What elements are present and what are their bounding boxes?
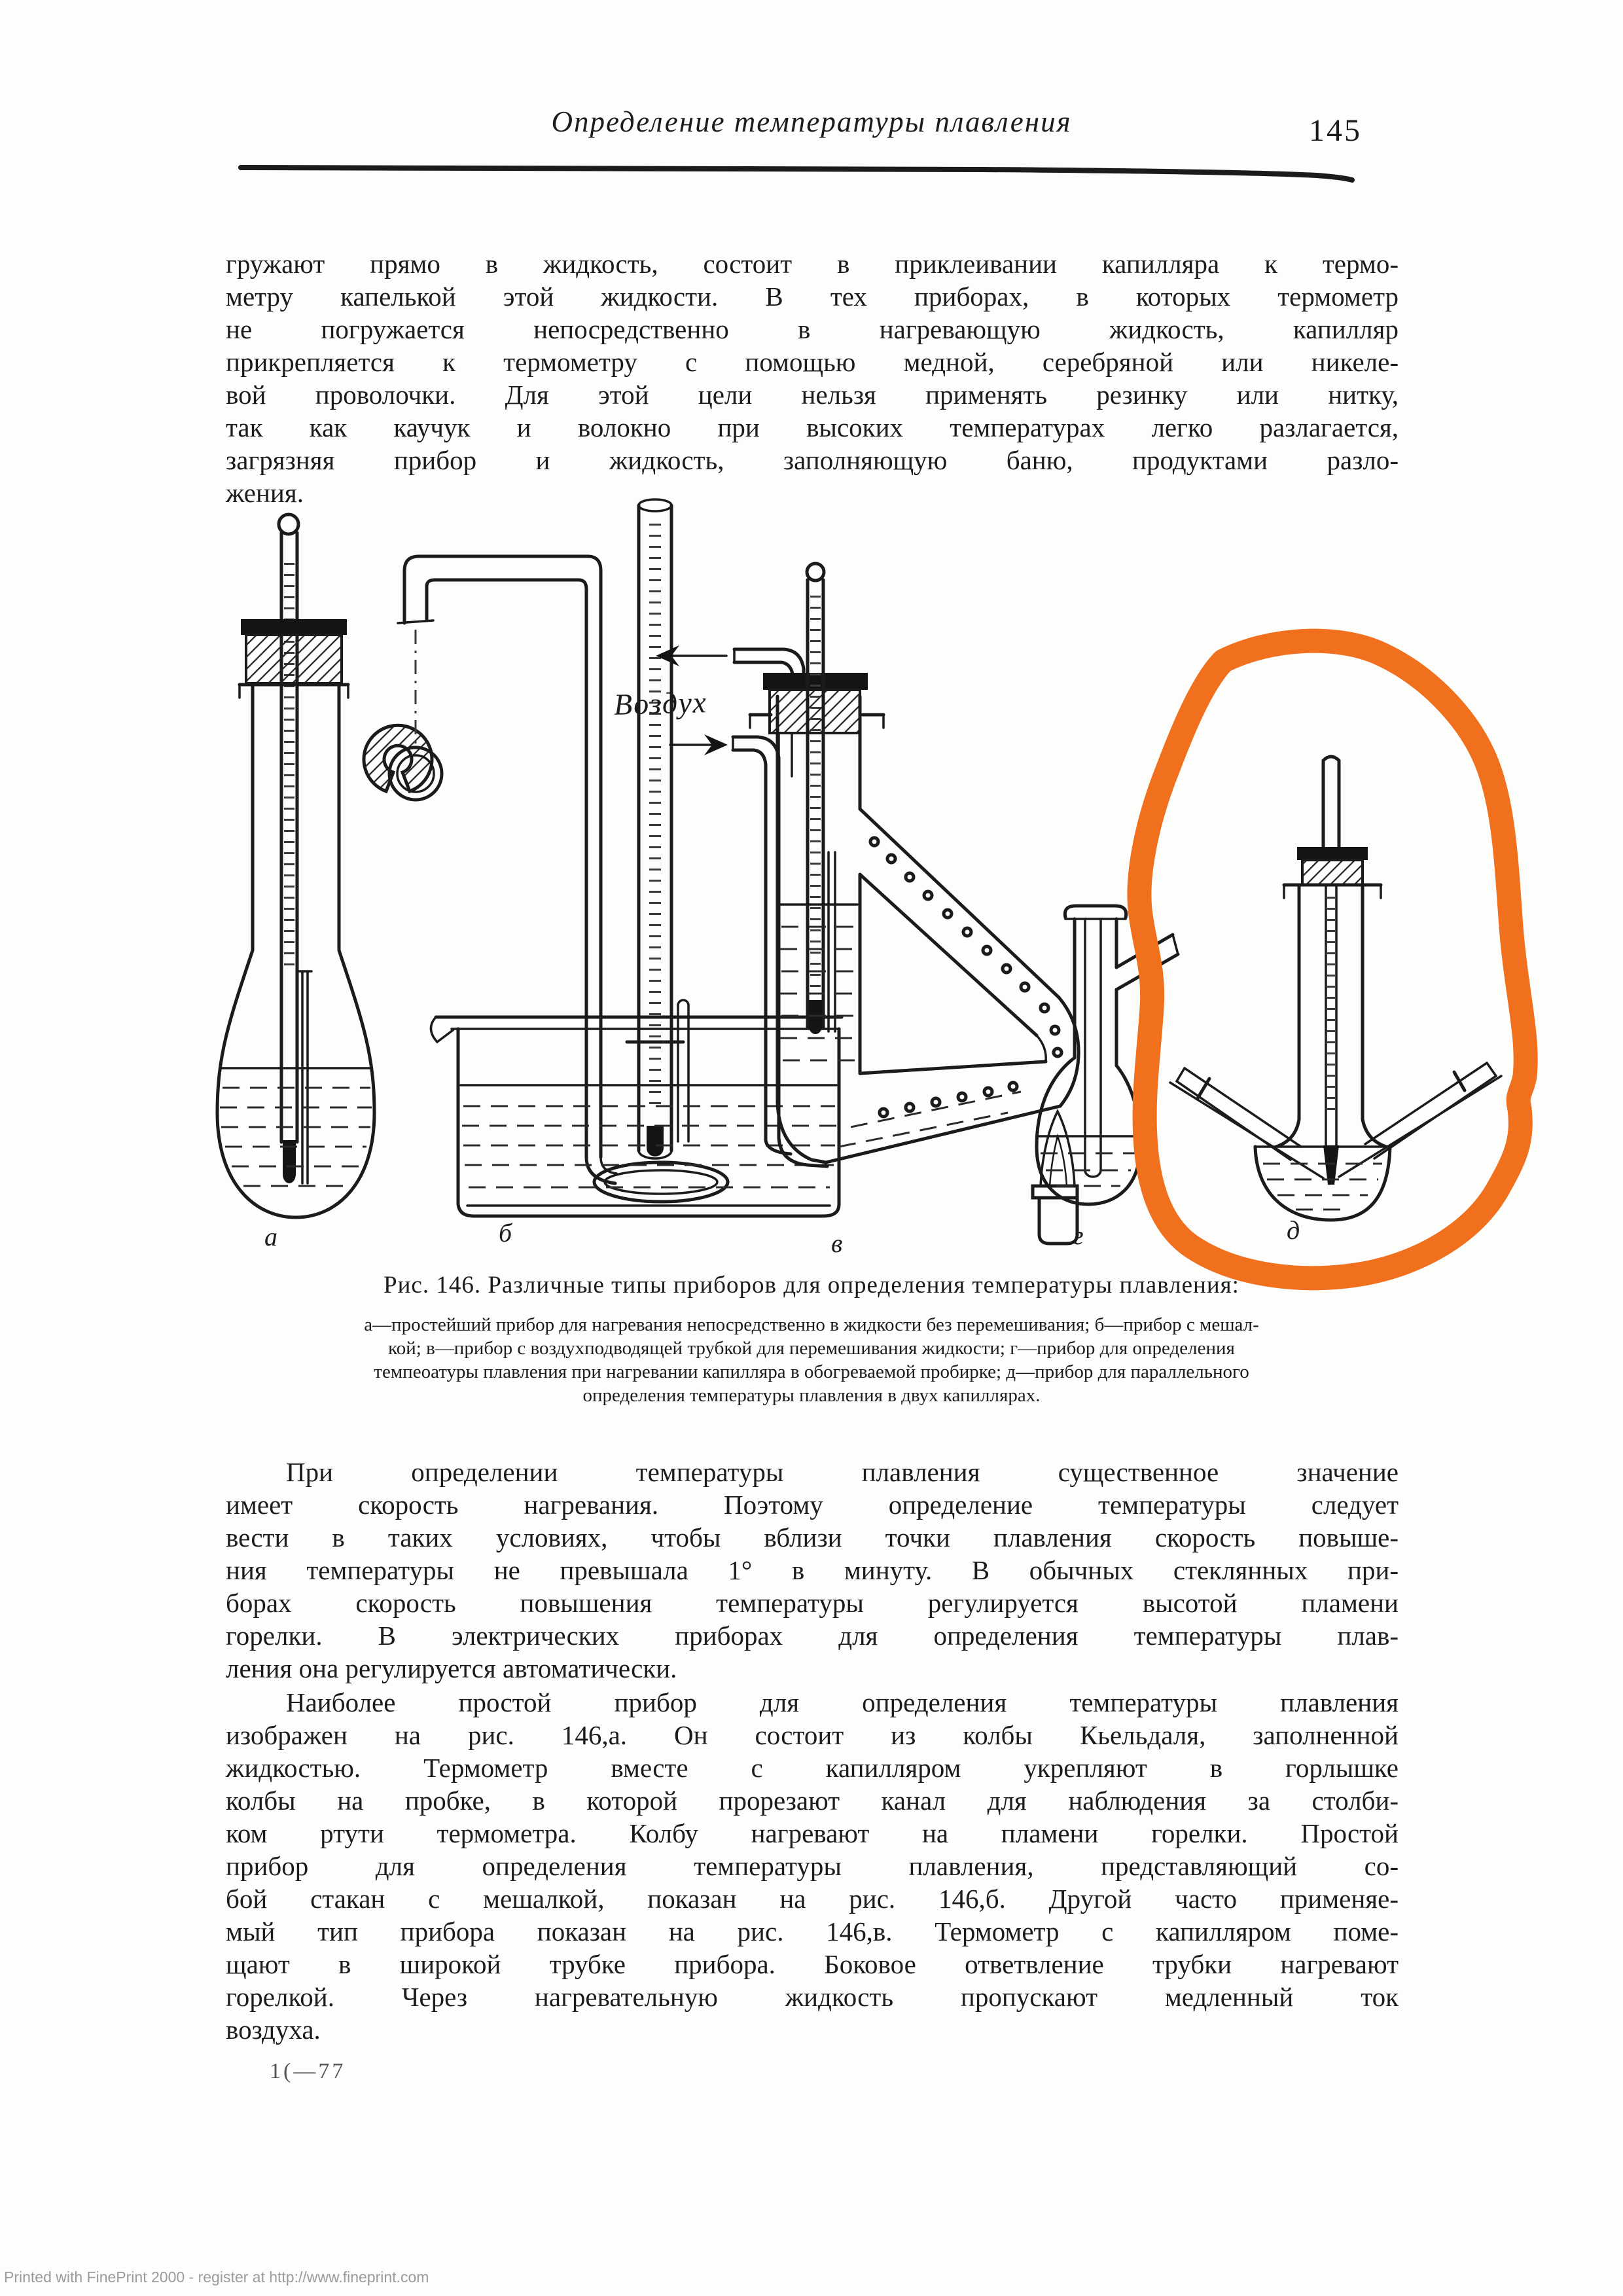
subcaption-line: определения температуры плавления в двух капиллярах.: [582, 1385, 1041, 1406]
figure-label-v: в: [831, 1229, 843, 1258]
air-flow-label: Воздух: [613, 685, 708, 721]
text-line: гружают прямо в жидкость, состоит в приклеивании капилляра к термо-: [226, 249, 1399, 279]
text-line: прибор для определения температуры плавления, представляющий со-: [226, 1851, 1399, 1881]
apparatus-b-beaker-stirrer: [389, 499, 842, 1216]
text-line: бой стакан с мешалкой, показан на рис. 146,б. Другой часто применяе-: [226, 1884, 1399, 1914]
text-line: загрязняя прибор и жидкость, заполняющую баню, продуктами разло-: [226, 445, 1399, 475]
text-line: изображен на рис. 146,а. Он состоит из колбы Кьельдаля, заполненной: [226, 1720, 1399, 1750]
subcaption-line: темпеоатуры плавления при нагревании капилляра в обогреваемой пробирке; д—прибор для параллельного: [374, 1361, 1249, 1382]
figure-label-a: а: [264, 1222, 277, 1251]
text-line: щают в широкой трубке прибора. Боковое ответвление трубки нагревают: [226, 1949, 1399, 1979]
subcaption-line: кой; в—прибор с воздухподводящей трубкой для перемешивания жидкости; г—прибор для определения: [388, 1338, 1235, 1359]
apparatus-v-air-tube: [656, 564, 1079, 1244]
text-line: жидкостью. Термометр вместе с капилляром укрепляют в горлышке: [226, 1753, 1399, 1783]
text-line: вой проволочки. Для этой цели нельзя применять резинку или нитку,: [226, 380, 1399, 410]
apparatus-a-kjeldahl-flask: [217, 514, 374, 1217]
text-line: Наиболее простой прибор для определения температуры плавления: [286, 1687, 1399, 1717]
paragraph-3: [226, 1686, 1399, 2046]
text-line: так как каучук и волокно при высоких температурах легко разлагается,: [226, 412, 1399, 442]
figure-label-d: д: [1287, 1215, 1300, 1245]
text-line: метру капелькой этой жидкости. В тех приборах, в которых термометр: [226, 281, 1399, 312]
figure-caption: Рис. 146. Различные типы приборов для определения температуры плавления:: [383, 1272, 1240, 1299]
text-line: ком ртути термометра. Колбу нагревают на пламени горелки. Простой: [226, 1818, 1399, 1848]
text-line: борах скорость повышения температуры регулируется высотой пламени: [226, 1588, 1399, 1618]
text-line: имеет скорость нагревания. Поэтому определение температуры следует: [226, 1490, 1399, 1520]
paragraph-2: [226, 1456, 1399, 1685]
fineprint-watermark: Printed with FinePrint 2000 - register at http://www.fineprint.com: [4, 2269, 429, 2286]
text-line: не погружается непосредственно в нагревающую жидкость, капилляр: [226, 314, 1399, 344]
header-rule: [241, 168, 1352, 180]
bubbles: [870, 838, 1061, 1117]
print-signature: 1(—77: [270, 2059, 346, 2083]
page-header-title: Определение температуры плавления: [551, 105, 1072, 138]
apparatus-d-two-capillary: [1170, 757, 1501, 1220]
paragraph-1: [226, 247, 1399, 509]
text-line: ления она регулируется автоматически.: [226, 1653, 677, 1683]
text-line: При определении температуры плавления существенное значение: [286, 1457, 1399, 1487]
burner-icon: [1033, 1111, 1077, 1244]
subcaption-line: а—простейший прибор для нагревания непосредственно в жидкости без перемешивания; б—прибор с мешал-: [364, 1314, 1259, 1335]
text-line: горелкой. Через нагревательную жидкость пропускают медленный ток: [226, 1982, 1399, 2012]
text-line: ния температуры не превышала 1° в минуту. В обычных стеклянных при-: [226, 1555, 1399, 1585]
figure-label-b: б: [499, 1218, 512, 1247]
text-line: вести в таких условиях, чтобы вблизи точки плавления скорость повыше-: [226, 1522, 1399, 1552]
text-line: воздуха.: [226, 2015, 321, 2045]
page-number: 145: [1309, 113, 1362, 148]
text-line: прикрепляется к термометру с помощью медной, серебряной или никеле-: [226, 347, 1399, 377]
text-line: жения.: [226, 478, 304, 508]
text-line: колбы на пробке, в которой прорезают канал для наблюдения за столби-: [226, 1785, 1399, 1816]
text-line: горелки. В электрических приборах для определения температуры плав-: [226, 1621, 1399, 1651]
text-line: мый тип прибора показан на рис. 146,в. Термометр с капилляром поме-: [226, 1916, 1399, 1946]
figure-subcaption: [216, 1313, 1407, 1407]
figure-label-g: г: [1073, 1221, 1084, 1250]
